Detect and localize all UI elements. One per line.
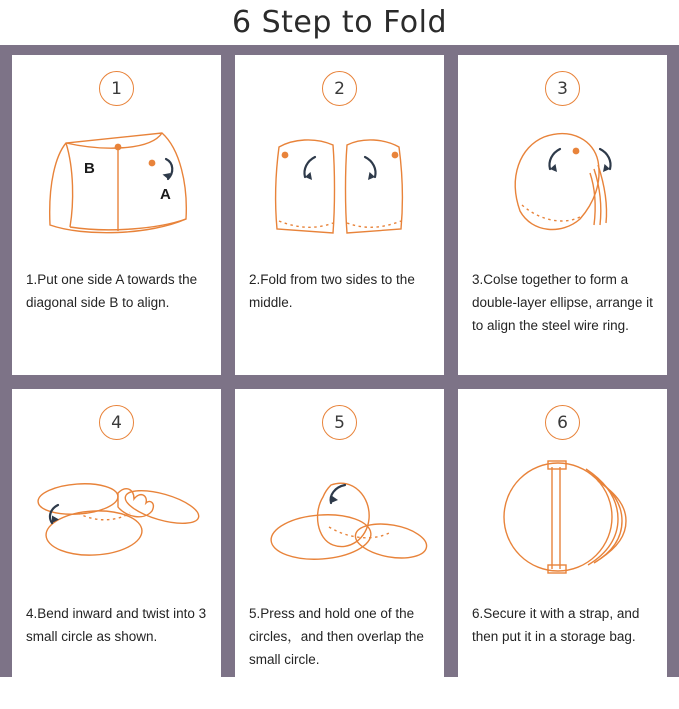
step-caption-3: 3.Colse together to form a double-layer ellipse, arrange it to align the steel wire ring. — [472, 272, 653, 334]
step-number-badge-6: 6 — [545, 405, 580, 440]
fold-step-2-icon — [235, 99, 444, 264]
step-badge-wrap-6 — [458, 389, 667, 433]
step-caption-2: 2.Fold from two sides to the middle. — [249, 272, 415, 311]
steps-board — [0, 45, 679, 677]
step-badge-wrap-5 — [235, 389, 444, 433]
fold-step-6-icon — [458, 433, 667, 598]
step-number-badge-2: 2 — [322, 71, 357, 106]
fold-step-4-icon — [12, 433, 221, 598]
step-number-badge-3: 3 — [545, 71, 580, 106]
label-a: A — [159, 185, 171, 203]
step-caption-6: 6.Secure it with a strap, and then put it in a storage bag. — [472, 606, 640, 645]
step-badge-wrap-2 — [235, 55, 444, 99]
step-caption-1: 1.Put one side A towards the diagonal side B to align. — [26, 272, 198, 311]
step-number-badge-4: 4 — [99, 405, 134, 440]
fold-step-1-icon — [12, 99, 221, 264]
step-card-4 — [12, 389, 221, 709]
poster-header — [0, 0, 679, 45]
fold-step-3-icon — [458, 99, 667, 264]
step-badge-wrap-3 — [458, 55, 667, 99]
step-badge-wrap-1 — [12, 55, 221, 99]
fold-step-5-icon — [235, 433, 444, 598]
step-caption-5: 5.Press and hold one of the circles，and then overlap the small circle. — [249, 606, 424, 668]
page-title: 6 Step to Fold — [231, 5, 448, 40]
step-card-5 — [235, 389, 444, 709]
steps-grid — [12, 55, 667, 709]
step-badge-wrap-4 — [12, 389, 221, 433]
label-b: B — [83, 159, 95, 177]
step-card-2 — [235, 55, 444, 375]
step-card-6 — [458, 389, 667, 709]
step-card-1 — [12, 55, 221, 375]
step-number-badge-1: 1 — [99, 71, 134, 106]
step-number-badge-5: 5 — [322, 405, 357, 440]
step-caption-4: 4.Bend inward and twist into 3 small circle as shown. — [26, 606, 207, 645]
step-card-3 — [458, 55, 667, 375]
